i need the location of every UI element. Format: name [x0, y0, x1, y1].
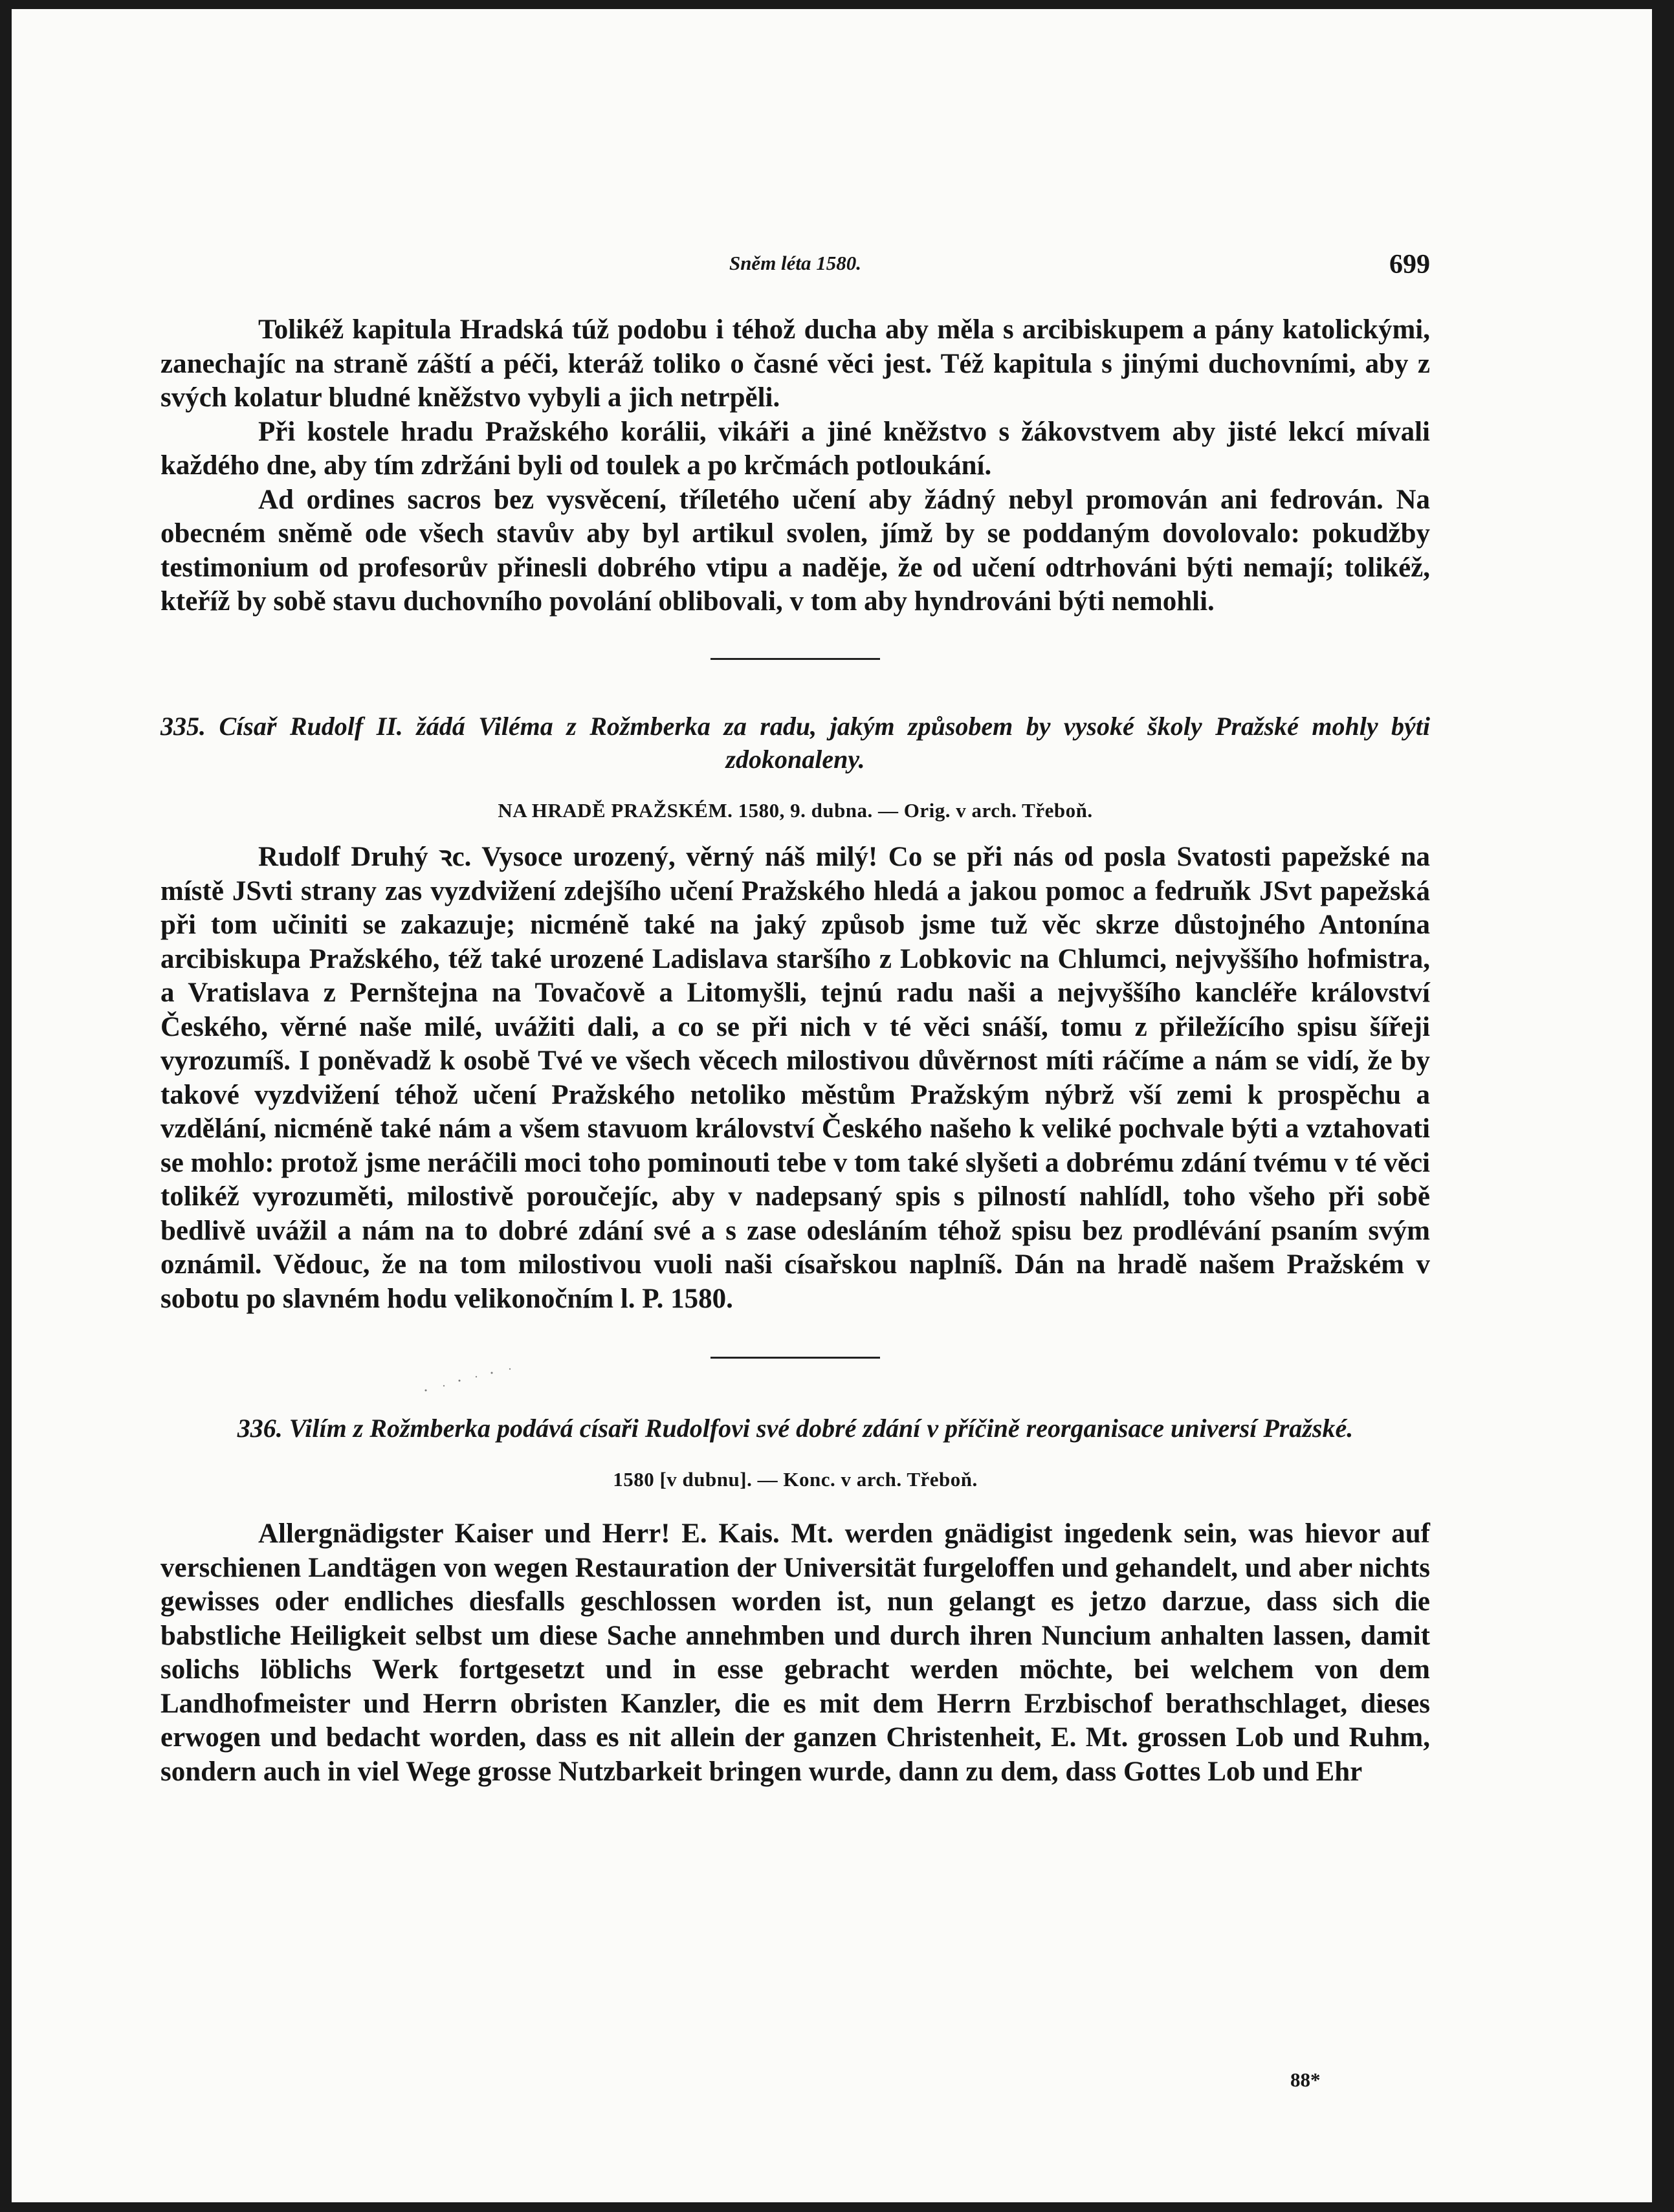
section-divider — [710, 658, 880, 660]
section-title: Císař Rudolf II. žádá Viléma z Rožmberka za radu, jakým způsobem by vysoké školy Pražské mohly býti zdokonaleny. — [219, 712, 1431, 774]
intro-paragraph: Ad ordines sacros bez vysvěcení, tříletého učení aby žádný nebyl promován ani fedrován. Na obecném sněmě ode všech stavův aby byl artikul svolen, jímž by se poddaným dovolovalo: pokudžby testimonium od profesorův přinesli dobrého vtipu a naděje, že od učení odtrhováni býti nemají; tolikéž, kteříž by sobě stavu duchovního povolání oblibovali, v tom aby hyndrováni býti nemohli. — [160, 484, 1430, 617]
section-336 — [160, 1412, 1430, 1789]
intro-text — [160, 313, 1430, 619]
section-number: 335. — [160, 712, 206, 741]
page-header — [160, 252, 1430, 284]
section-meta: NA HRADĚ PRAŽSKÉM. 1580, 9. dubna. — Orig. v arch. Třeboň. — [498, 799, 1093, 822]
section-divider — [710, 1357, 880, 1359]
section-heading — [160, 1412, 1430, 1445]
letter-body: Rudolf Druhý ꝛc. Vysoce urozený, věrný náš milý! Co se při nás od posla Svatosti papežské na místě JSvti strany zas vyzdvižení zdejšího učení Pražského hledá a jakou pomoc a fedruňk JSvt papežská při tom učiniti se zakazuje; nicméně také na jaký způsob jsme tuž věc skrze důstojného Antonína arcibiskupa Pražského, též také urozené Ladislava staršího z Lobkovic na Chlumci, nejvyššího hofmistra, a Vratislava z Pernštejna na Tovačově a Litomyšli, tejnú radu naši a nejvyššího kancléře království Českého, věrné naše milé, uvážiti dali, a co se při nich v té věci snáší, tomu z přiležícího spisu šířeji vyrozumíš. I poněvadž k osobě Tvé ve všech věcech milostivou důvěrnost míti ráčíme a nám se vidí, že by takové vyzdvižení téhož učení Pražského netoliko městům Pražským nýbrž vší zemi k prospěchu a vzdělání, nicméně také nám a všem stavuom království Českého našeho k veliké pochvale býti a vztahovati se mohlo: protož jsme neráčili moci toho pominouti tebe v tom také slyšeti a dobrému zdání tvému v té věci tolikéž vyrozuměti, milostivě poroučejíc, aby v nadepsaný spis s pilností nahlídl, toho všeho při sobě bedlivě uvážil a nám na to dobré zdání své a s zase odesláním téhož spisu bez prodlévání psaním svým oznámil. Vědouc, že na tom milostivou vuoli naši císařskou naplníš. Dán na hradě našem Pražském v sobotu po slavném hodu velikonočním l. P. 1580. — [160, 842, 1430, 1314]
section-title: Vilím z Rožmberka podává císaři Rudolfovi své dobré zdání v příčině reorganisace universí Pražské. — [289, 1414, 1354, 1443]
section-meta: 1580 [v dubnu]. — Konc. v arch. Třeboň. — [613, 1468, 978, 1491]
scan-specks — [413, 1361, 529, 1400]
section-number: 336. — [237, 1414, 283, 1443]
running-title: Sněm léta 1580. — [729, 252, 862, 274]
section-335 — [160, 710, 1430, 1316]
page-sheet — [12, 9, 1652, 2202]
intro-paragraph: Tolikéž kapitula Hradská túž podobu i téhož ducha aby měla s arcibiskupem a pány katolickými, zanechajíc na straně záští a péči, kteráž toliko o časné věci jest. Též kapitula s jinými duchovními, aby z svých kolatur bludné kněžstvo vybyli a jich netrpěli. — [160, 314, 1430, 413]
section-heading — [160, 710, 1430, 776]
letter-body: Allergnädigster Kaiser und Herr! E. Kais. Mt. werden gnädigist ingedenk sein, was hievor auf verschienen Landtägen von wegen Restauration der Universität furgeloffen und gehandelt, und aber nichts gewisses oder endliches diesfalls geschlossen worden ist, nun gelangt es jetzo darzue, dass sich die babstliche Heiligkeit selbst um diese Sache annehmben und durch ihren Nuncium anhalten lassen, damit solichs löblichs Werk fortgesetzt und in esse gebracht werden möchte, bei welchem von dem Landhofmeister und Herrn obristen Kanzler, die es mit dem Herrn Erzbischof berathschlaget, dieses erwogen und bedacht worden, dass es nit allein der ganzen Christenheit, E. Mt. grossen Lob und Ruhm, sondern auch in viel Wege grosse Nutzbarkeit bringen wurde, dann zu dem, dass Gottes Lob und Ehr — [160, 1518, 1430, 1787]
page-number: 699 — [1389, 250, 1430, 279]
signature-mark: 88* — [1290, 2068, 1321, 2091]
intro-paragraph: Při kostele hradu Pražského korálii, vikáři a jiné kněžstvo s žákovstvem aby jisté lekcí mívali každého dne, aby tím zdržáni byli od toulek a po krčmách potloukání. — [160, 416, 1430, 481]
